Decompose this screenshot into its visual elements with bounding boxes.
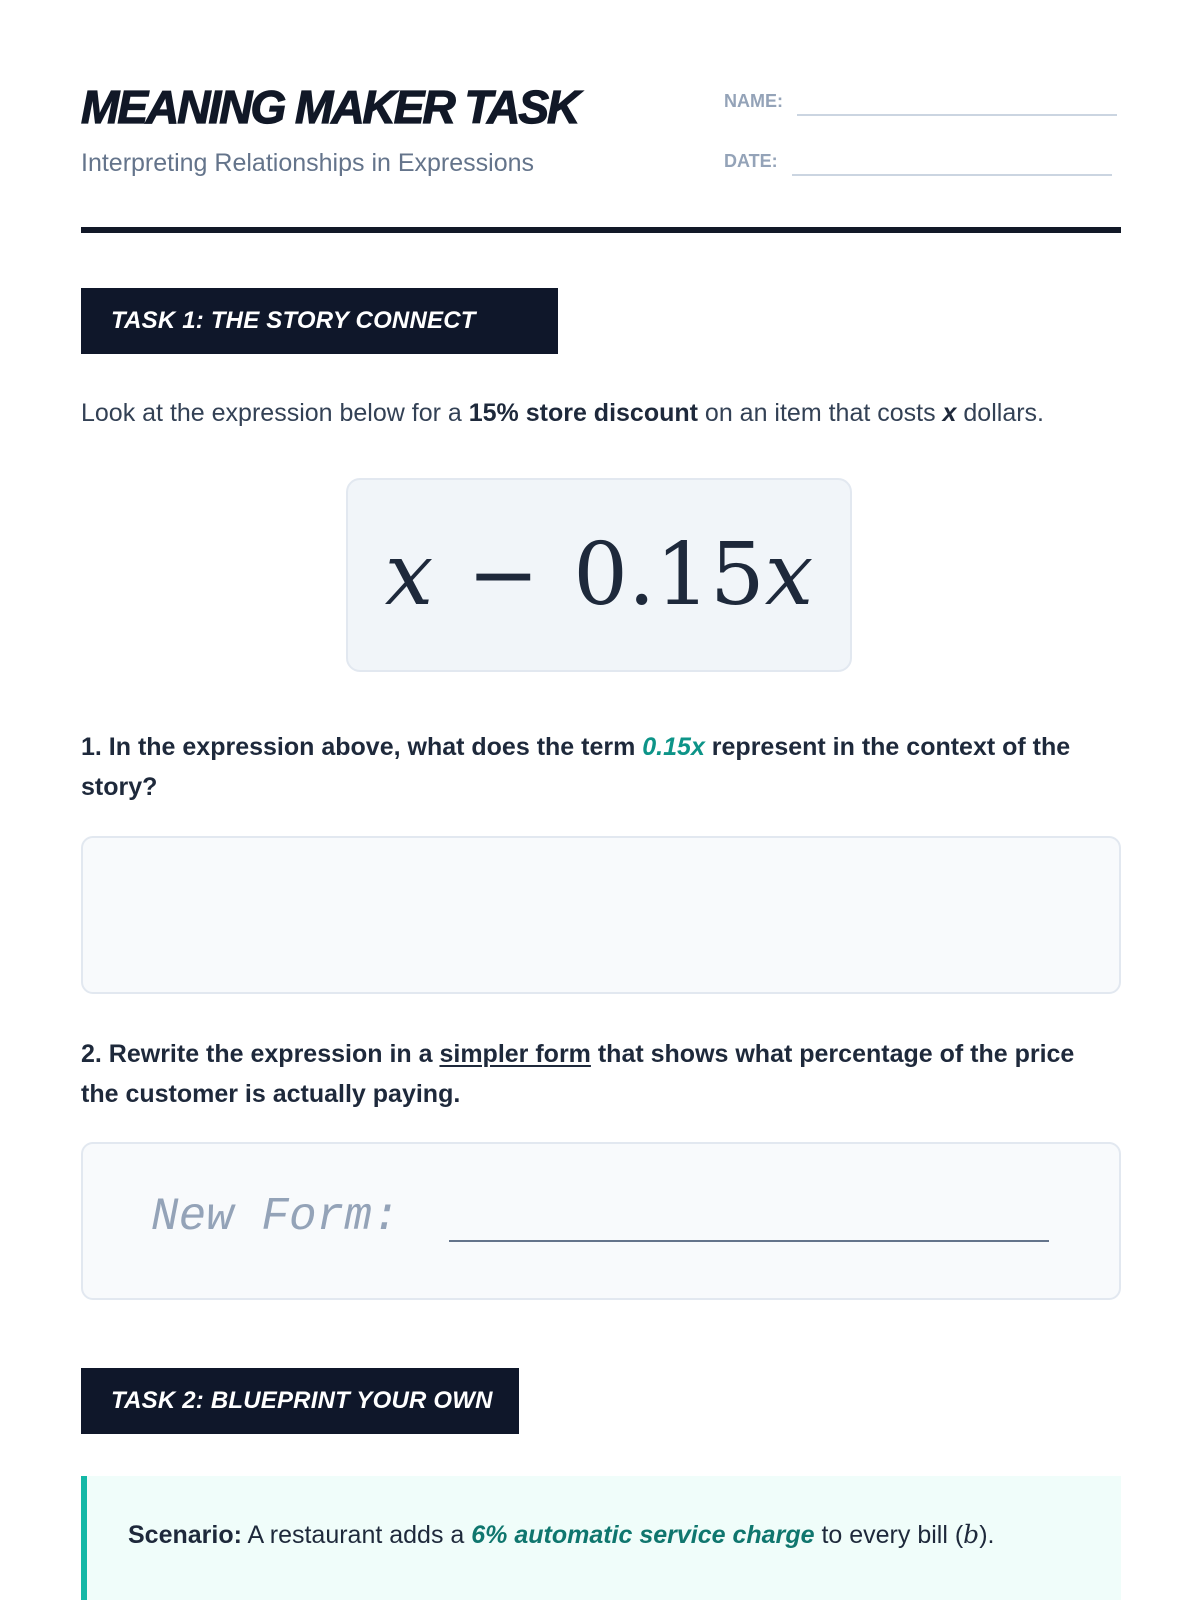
question-2-underlined: simpler form	[439, 1040, 591, 1068]
question-1-text-1: 1. In the expression above, what does the term	[81, 733, 643, 761]
name-field-row	[724, 90, 1117, 116]
scenario-text-3: ).	[979, 1521, 995, 1549]
scenario-text-2: to every bill (	[814, 1521, 964, 1549]
scenario-variable: b	[963, 1520, 980, 1549]
worksheet-header	[81, 0, 1121, 236]
task1-banner: TASK 1: THE STORY CONNECT	[81, 288, 558, 354]
answer-box-2[interactable]	[81, 1142, 1121, 1300]
intro-text-2: on an item that costs	[697, 399, 943, 427]
intro-text-3: dollars.	[956, 399, 1044, 427]
worksheet-page	[81, 0, 1121, 1549]
scenario-text	[128, 1522, 994, 1548]
question-1	[81, 727, 1111, 807]
task2-banner: TASK 2: BLUEPRINT YOUR OWN	[81, 1368, 519, 1434]
new-form-label: New Form:	[151, 1191, 400, 1243]
expression-right-var: x	[764, 525, 814, 625]
worksheet-title: MEANING MAKER TASK	[81, 81, 579, 133]
intro-text-1: Look at the expression below for a	[81, 399, 469, 427]
name-input-line[interactable]	[797, 90, 1117, 116]
scenario-callout	[81, 1476, 1121, 1600]
answer-box-1[interactable]	[81, 836, 1121, 994]
task1-intro	[81, 401, 1044, 426]
intro-variable: x	[942, 399, 957, 427]
new-form-input-line[interactable]	[449, 1240, 1049, 1242]
question-2-text-1: 2. Rewrite the expression in a	[81, 1040, 440, 1068]
scenario-text-1: A restaurant adds a	[241, 1521, 472, 1549]
expression	[384, 525, 814, 625]
date-input-line[interactable]	[792, 150, 1112, 176]
expression-coefficient: 0.15	[573, 525, 765, 625]
date-label: DATE:	[724, 151, 778, 171]
scenario-highlight: 6% automatic service charge	[471, 1521, 815, 1549]
scenario-label: Scenario:	[128, 1521, 242, 1549]
worksheet-subtitle: Interpreting Relationships in Expressions	[81, 149, 535, 177]
expression-box	[346, 478, 852, 672]
intro-discount: 15% store discount	[468, 399, 698, 427]
question-1-term: 0.15x	[642, 733, 705, 761]
date-field-row	[724, 150, 1112, 176]
header-divider	[81, 227, 1121, 233]
expression-operator: −	[467, 525, 540, 625]
expression-left-var: x	[384, 525, 434, 625]
question-2	[81, 1034, 1111, 1114]
question-1-text-2: represent in the context of the story?	[81, 733, 1071, 801]
name-label: NAME:	[724, 91, 783, 111]
question-2-text-2: that shows what percentage of the price the customer is actually paying.	[81, 1040, 1075, 1108]
